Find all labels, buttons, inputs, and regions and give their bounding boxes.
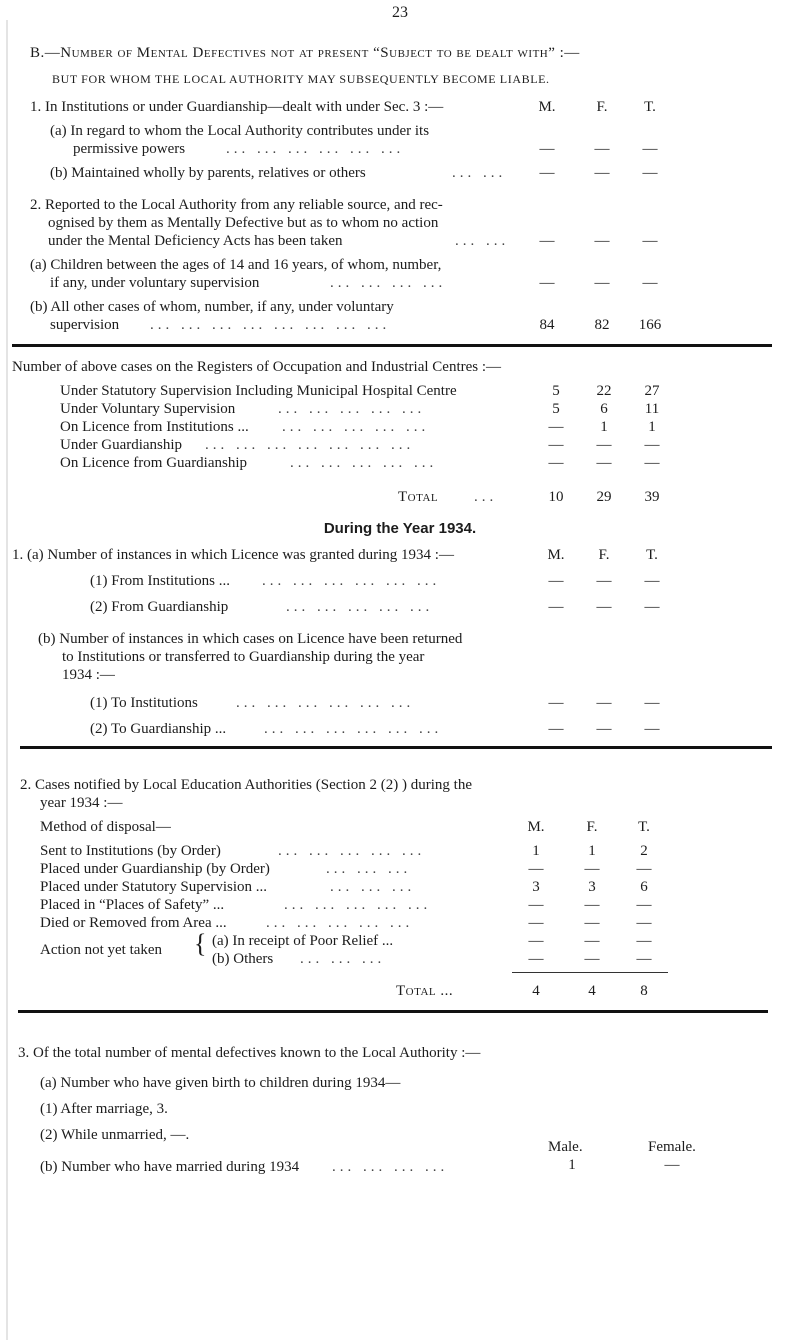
leader-dots: ... ... ... ... (330, 275, 447, 291)
col-header-t: T. (644, 99, 656, 115)
sec2-method: Method of disposal— (40, 819, 171, 835)
year-item1b-line3: 1934 :— (62, 667, 115, 683)
value-cell: — (596, 721, 612, 737)
sec3-a1: (1) After marriage, 3. (40, 1101, 168, 1117)
leader-dots: ... ... ... ... ... (278, 843, 426, 859)
value-cell: — (584, 951, 600, 967)
page-number: 23 (392, 4, 408, 21)
leader-dots: ... ... ... ... (332, 1159, 449, 1175)
leader-dots: ... ... ... ... ... (290, 455, 438, 471)
value-cell: — (644, 573, 660, 589)
value-cell: — (548, 599, 564, 615)
value-cell: — (594, 275, 610, 291)
year-row-label: (2) From Guardianship (90, 599, 229, 615)
scan-edge (6, 20, 8, 1340)
leader-dots: ... ... ... ... ... ... (262, 573, 441, 589)
disposal-row-label: Died or Removed from Area ... (40, 915, 227, 931)
year-item1a: 1. (a) Number of instances in which Licence was granted during 1934 :— (12, 547, 454, 563)
disposal-f: — (584, 915, 600, 931)
leader-dots: ... ... ... ... ... ... (264, 721, 443, 737)
value-cell: — (594, 165, 610, 181)
b-item2b-line2: supervision (50, 317, 120, 333)
leader-dots: ... ... ... ... ... (286, 599, 434, 615)
b-item1a-line2: permissive powers (73, 141, 186, 157)
divider-rule (20, 746, 772, 749)
year-heading: During the Year 1934. (323, 520, 477, 537)
b-item2a-line2: if any, under voluntary supervision (50, 275, 260, 291)
register-t: 27 (644, 383, 660, 399)
registers-heading: Number of above cases on the Registers of Occupation and Industrial Centres :— (12, 359, 502, 375)
disposal-f: 1 (588, 843, 596, 859)
register-m: — (548, 437, 564, 453)
sec2-total-t: 8 (640, 983, 648, 999)
registers-total-f: 29 (596, 489, 612, 505)
b-item1b: (b) Maintained wholly by parents, relatives or others (50, 165, 366, 181)
col-header-f: F. (586, 819, 598, 835)
disposal-t: — (636, 915, 652, 931)
value-cell: — (644, 721, 660, 737)
value-cell: — (584, 933, 600, 949)
leader-dots: ... ... ... ... ... (266, 915, 414, 931)
leader-dots: ... ... ... ... ... ... (236, 695, 415, 711)
married-female: — (664, 1157, 680, 1173)
disposal-f: 3 (588, 879, 596, 895)
value-cell: — (596, 573, 612, 589)
year-item1b-line2: to Institutions or transferred to Guardianship during the year (62, 649, 425, 665)
action-a-label: (a) In receipt of Poor Relief ... (212, 933, 394, 949)
disposal-f: — (584, 897, 600, 913)
register-f: — (596, 455, 612, 471)
register-f: 1 (600, 419, 608, 435)
section-b-subtitle: BUT FOR WHOM THE LOCAL AUTHORITY MAY SUBSEQUENTLY BECOME LIABLE. (52, 72, 550, 86)
sec2-total-label: Total ... (396, 983, 454, 999)
year-row-label: (1) From Institutions ... (90, 573, 231, 589)
value-cell: — (596, 695, 612, 711)
register-t: 1 (648, 419, 656, 435)
b-item2-line3: under the Mental Deficiency Acts has been taken (48, 233, 343, 249)
register-f: — (596, 437, 612, 453)
value-cell: — (539, 165, 555, 181)
register-t: 11 (644, 401, 660, 417)
leader-dots: ... ... ... ... ... (284, 897, 432, 913)
disposal-t: 6 (640, 879, 648, 895)
register-m: 5 (552, 383, 560, 399)
value-cell: 82 (594, 317, 610, 333)
year-item1b-line1: (b) Number of instances in which cases on Licence have been returned (38, 631, 463, 647)
sec2-total-f: 4 (588, 983, 596, 999)
b-item2b-line1: (b) All other cases of whom, number, if any, under voluntary (30, 299, 394, 315)
leader-dots: ... ... ... ... ... ... ... (205, 437, 415, 453)
disposal-row-label: Placed in “Places of Safety” ... (40, 897, 225, 913)
leader-dots: ... ... ... ... ... ... ... ... (150, 317, 391, 333)
disposal-m: 3 (532, 879, 540, 895)
divider-rule (12, 344, 772, 347)
value-cell: — (636, 951, 652, 967)
disposal-row-label: Placed under Statutory Supervision ... (40, 879, 268, 895)
leader-dots: ... ... (452, 165, 507, 181)
disposal-m: 1 (532, 843, 540, 859)
disposal-t: — (636, 897, 652, 913)
register-row-label: On Licence from Guardianship (60, 455, 248, 471)
sec2-total-m: 4 (532, 983, 540, 999)
register-row-label: Under Voluntary Supervision (60, 401, 236, 417)
value-cell: — (642, 275, 658, 291)
disposal-m: — (528, 915, 544, 931)
disposal-f: — (584, 861, 600, 877)
col-header-m: M. (538, 99, 556, 115)
value-cell: — (644, 695, 660, 711)
value-cell: — (636, 933, 652, 949)
register-row-label: Under Statutory Supervision Including Municipal Hospital Centre (60, 383, 457, 399)
register-f: 22 (596, 383, 612, 399)
sec3-a: (a) Number who have given birth to children during 1934— (40, 1075, 401, 1091)
action-b-label: (b) Others (212, 951, 274, 967)
registers-total-m: 10 (548, 489, 564, 505)
leader-dots: ... ... ... (300, 951, 386, 967)
register-m: — (548, 419, 564, 435)
male-label: Male. (548, 1139, 583, 1155)
section-b-title: B.—Number of Mental Defectives not at present “Subject to be dealt with” :— (30, 45, 580, 61)
sec2-line2: year 1934 :— (40, 795, 123, 811)
value-cell: — (644, 599, 660, 615)
total-rule (512, 972, 668, 973)
col-header-t: T. (638, 819, 650, 835)
value-cell: — (528, 951, 544, 967)
disposal-m: — (528, 897, 544, 913)
value-cell: — (642, 233, 658, 249)
year-row-label: (2) To Guardianship ... (90, 721, 227, 737)
b-item1: 1. In Institutions or under Guardianship—dealt with under Sec. 3 :— (30, 99, 444, 115)
register-f: 6 (600, 401, 608, 417)
sec3-line1: 3. Of the total number of mental defectives known to the Local Authority :— (18, 1045, 481, 1061)
value-cell: 166 (638, 317, 662, 333)
register-t: — (644, 455, 660, 471)
col-header-f: F. (596, 99, 608, 115)
disposal-m: — (528, 861, 544, 877)
value-cell: — (594, 141, 610, 157)
value-cell: — (539, 233, 555, 249)
leader-dots: ... ... (455, 233, 510, 249)
register-m: — (548, 455, 564, 471)
disposal-t: — (636, 861, 652, 877)
col-header-m: M. (547, 547, 565, 563)
leader-dots: ... ... ... (330, 879, 416, 895)
value-cell: — (548, 573, 564, 589)
value-cell: — (548, 721, 564, 737)
col-header-t: T. (646, 547, 658, 563)
value-cell: — (528, 933, 544, 949)
value-cell: — (596, 599, 612, 615)
b-item1a-line1: (a) In regard to whom the Local Authority contributes under its (50, 123, 430, 139)
leader-dots: ... ... ... (326, 861, 412, 877)
leader-dots: ... ... ... ... ... (282, 419, 430, 435)
married-male: 1 (568, 1157, 576, 1173)
value-cell: — (539, 275, 555, 291)
registers-total-label: Total (398, 489, 439, 505)
sec2-line1: 2. Cases notified by Local Education Authorities (Section 2 (2) ) during the (20, 777, 472, 793)
leader-dots: ... ... ... ... ... (278, 401, 426, 417)
register-row-label: Under Guardianship (60, 437, 183, 453)
value-cell: — (548, 695, 564, 711)
action-label: Action not yet taken (40, 942, 163, 958)
value-cell: — (642, 141, 658, 157)
brace-symbol: { (194, 929, 207, 958)
leader-dots: ... ... ... ... ... ... (226, 141, 405, 157)
disposal-t: 2 (640, 843, 648, 859)
register-t: — (644, 437, 660, 453)
col-header-f: F. (598, 547, 610, 563)
register-m: 5 (552, 401, 560, 417)
value-cell: — (539, 141, 555, 157)
divider-rule (18, 1010, 768, 1013)
register-row-label: On Licence from Institutions ... (60, 419, 249, 435)
year-row-label: (1) To Institutions (90, 695, 198, 711)
b-item2-line1: 2. Reported to the Local Authority from any reliable source, and rec- (30, 197, 443, 213)
b-item2a-line1: (a) Children between the ages of 14 and 16 years, of whom, number, (30, 257, 442, 273)
disposal-row-label: Sent to Institutions (by Order) (40, 843, 221, 859)
disposal-row-label: Placed under Guardianship (by Order) (40, 861, 270, 877)
value-cell: — (594, 233, 610, 249)
female-label: Female. (648, 1139, 696, 1155)
col-header-m: M. (527, 819, 545, 835)
sec3-b: (b) Number who have married during 1934 (40, 1159, 300, 1175)
leader-dots: ... (474, 489, 498, 505)
sec3-a2: (2) While unmarried, —. (40, 1127, 190, 1143)
value-cell: 84 (539, 317, 555, 333)
b-item2-line2: ognised by them as Mentally Defective but as to whom no action (48, 215, 439, 231)
registers-total-t: 39 (644, 489, 660, 505)
value-cell: — (642, 165, 658, 181)
